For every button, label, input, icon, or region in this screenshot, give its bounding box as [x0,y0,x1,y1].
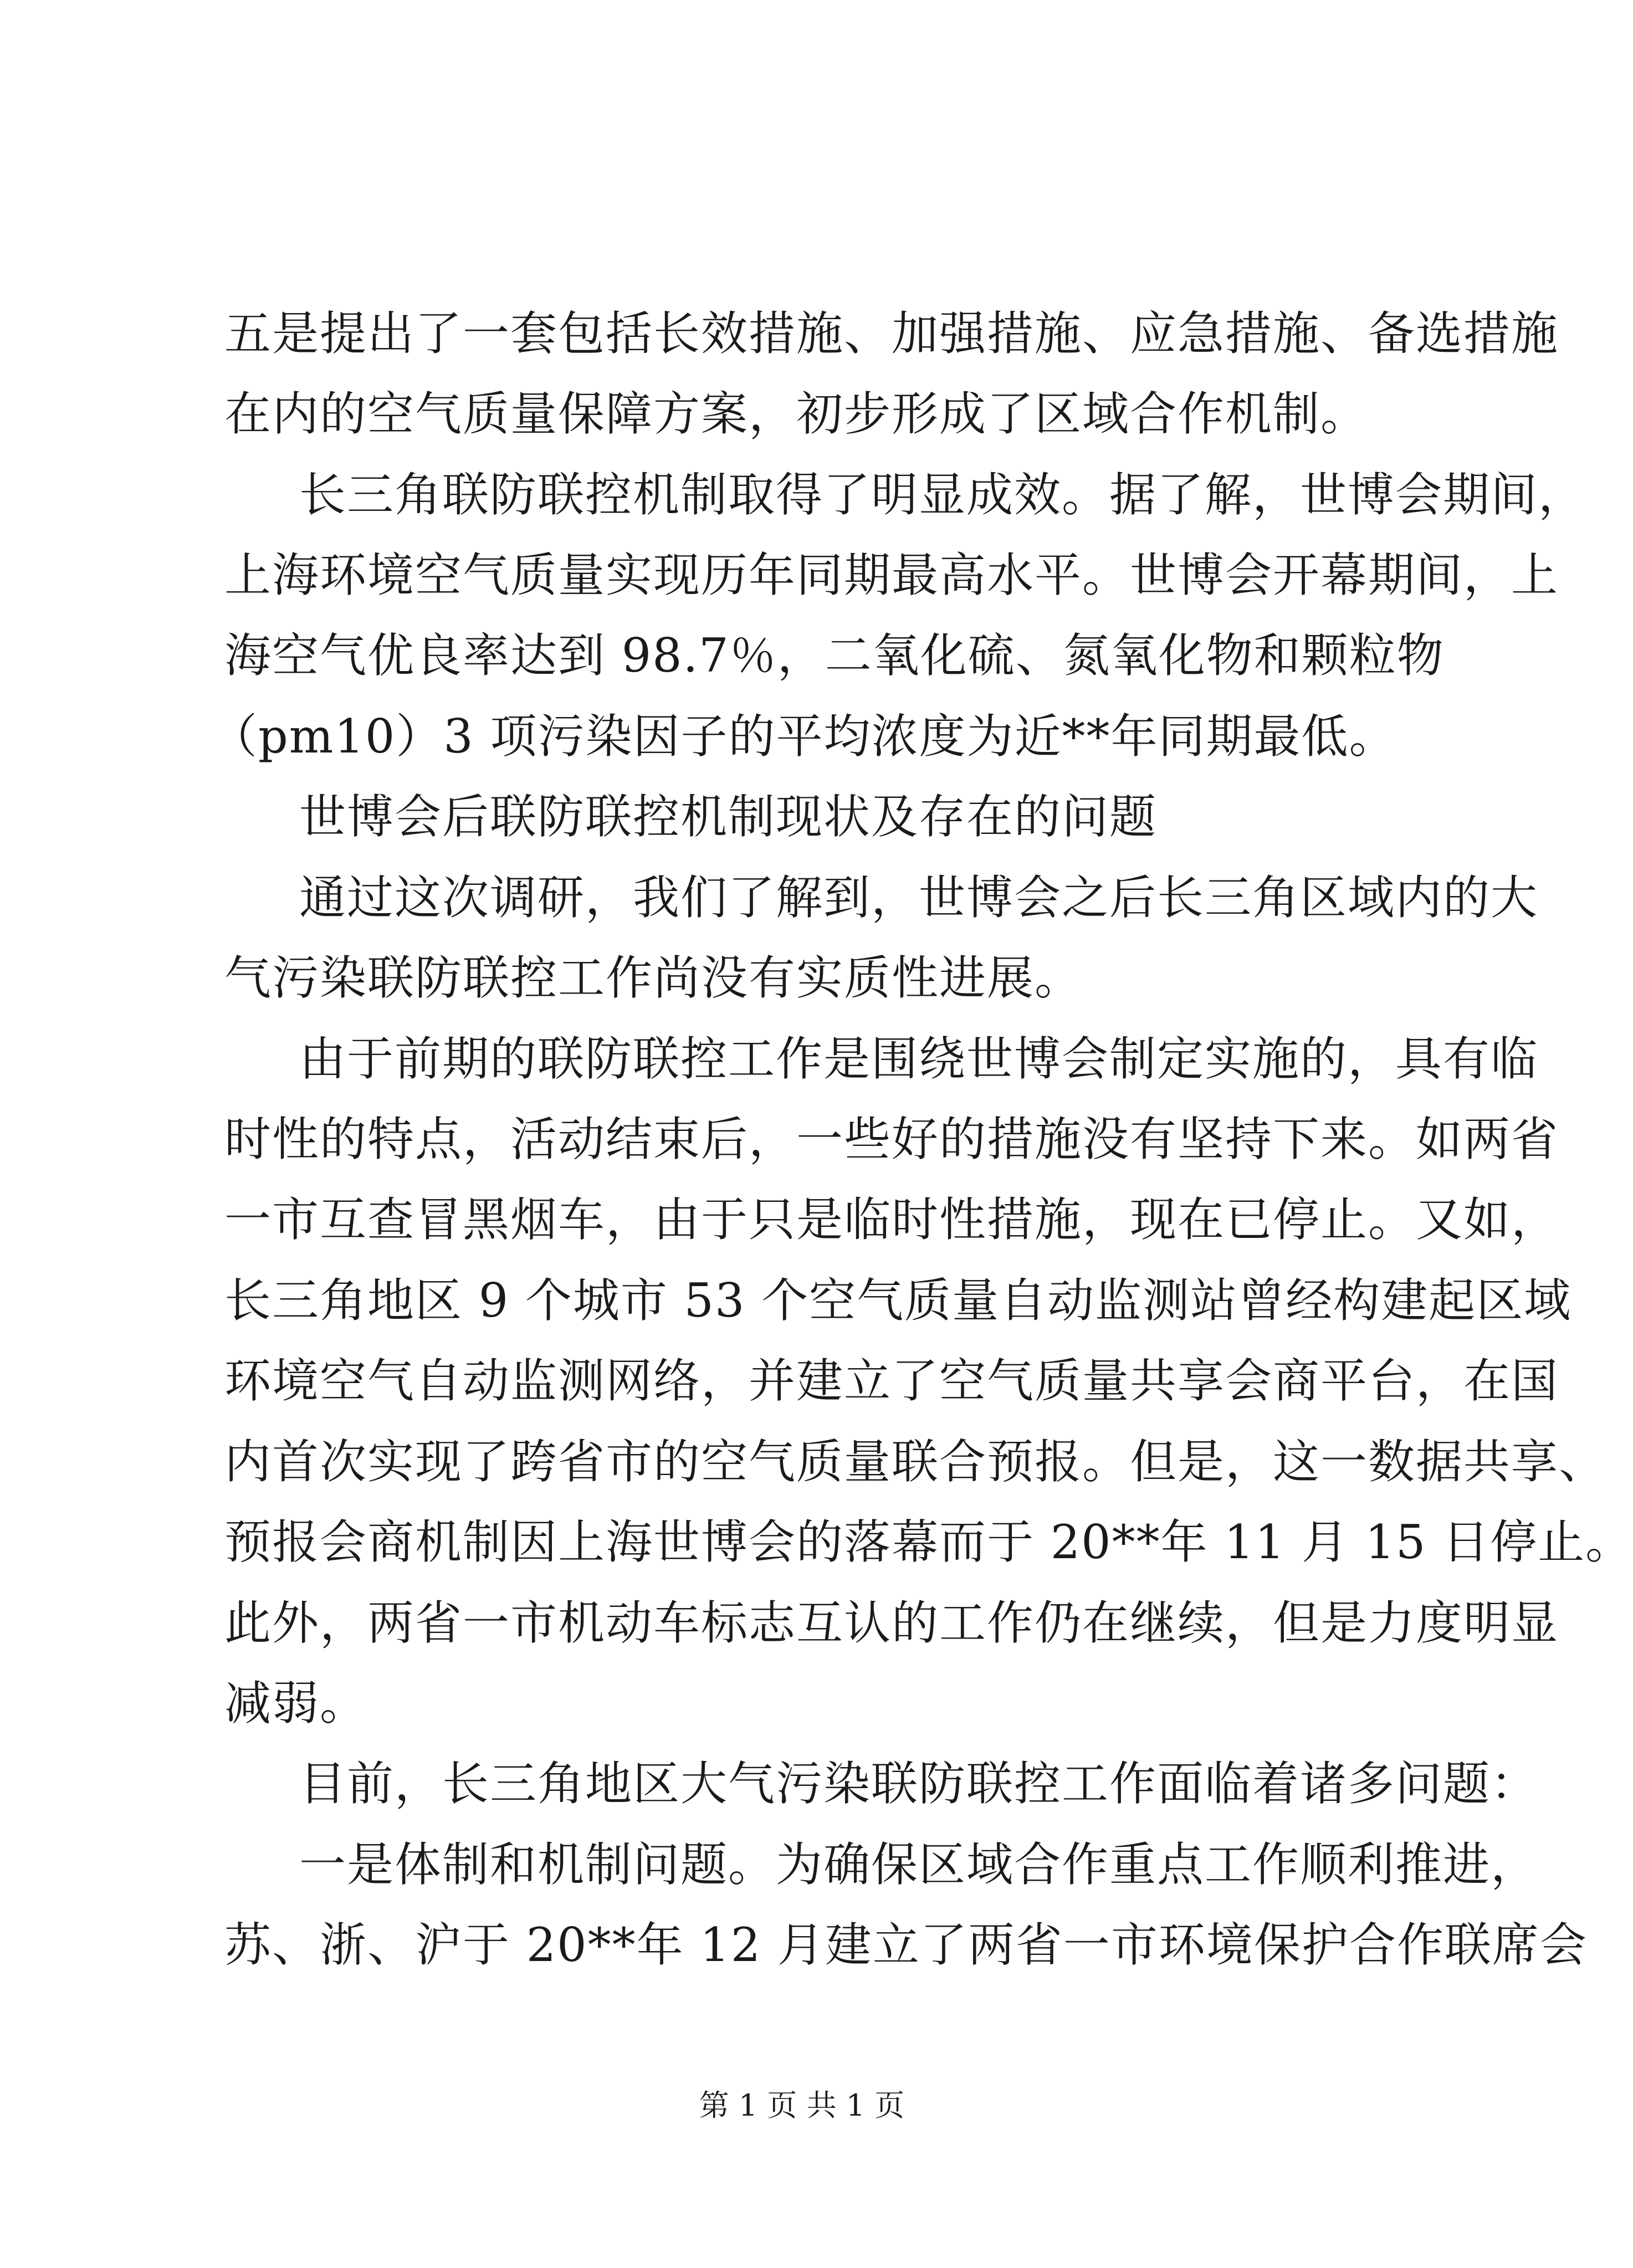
text-line: 时性的特点，活动结束后，一些好的措施没有坚持下来。如两省 [224,1112,1559,1166]
text-line: 在内的空气质量保障方案，初步形成了区域合作机制。 [224,387,1369,441]
text-line: 苏、浙、沪于 20**年 12 月建立了两省一市环境保护合作联席会 [224,1918,1588,1972]
text-line: 气污染联防联控工作尚没有实质性进展。 [224,951,1083,1005]
text-line: （pm10）3 项污染因子的平均浓度为近**年同期最低。 [211,709,1397,764]
text-line: 一市互查冒黑烟车，由于只是临时性措施，现在已停止。又如， [224,1192,1559,1247]
text-line: 长三角地区 9 个城市 53 个空气质量自动监测站曾经构建起区域 [224,1273,1572,1328]
text-line: 长三角联防联控机制取得了明显成效。据了解，世博会期间， [299,468,1586,522]
text-line: 目前，长三角地区大气污染联防联控工作面临着诸多问题： [299,1757,1539,1811]
text-line: 此外，两省一市机动车标志互认的工作仍在继续，但是力度明显 [224,1596,1559,1650]
text-line: 上海环境空气质量实现历年同期最高水平。世博会开幕期间，上 [224,548,1559,602]
text-line: 海空气优良率达到 98.7％，二氧化硫、氮氧化物和颗粒物 [224,628,1445,683]
section-heading: 世博会后联防联控机制现状及存在的问题 [299,790,1158,844]
text-line: 减弱。 [224,1676,368,1731]
text-line: 通过这次调研，我们了解到，世博会之后长三角区域内的大 [299,871,1539,925]
text-line: 由于前期的联防联控工作是围绕世博会制定实施的，具有临 [299,1032,1539,1086]
page-number-footer: 第 1 页 共 1 页 [699,2088,905,2123]
text-line: 内首次实现了跨省市的空气质量联合预报。但是，这一数据共享、 [224,1435,1607,1489]
text-line: 五是提出了一套包括长效措施、加强措施、应急措施、备选措施 [224,306,1559,361]
text-line: 环境空气自动监测网络，并建立了空气质量共享会商平台，在国 [224,1354,1559,1408]
text-line: 预报会商机制因上海世博会的落幕而于 20**年 11 月 15 日停止。 [224,1515,1633,1569]
text-line: 一是体制和机制问题。为确保区域合作重点工作顺利推进， [299,1837,1539,1892]
